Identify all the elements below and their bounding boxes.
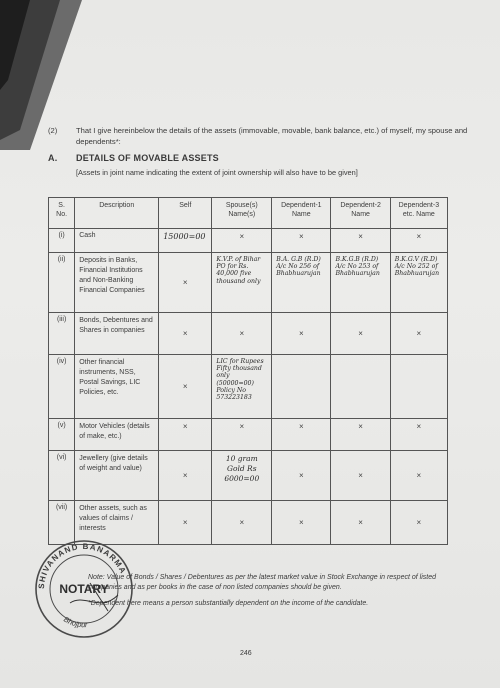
row-dependent-2: × [331, 451, 390, 501]
table-row [49, 313, 448, 355]
intro-number: (2) [48, 126, 58, 135]
row-dependent-3: × [390, 313, 447, 355]
movable-assets-table [48, 197, 448, 545]
row-dependent-2: × [331, 229, 390, 253]
row-sno: (vi) [49, 451, 75, 501]
stamp-top-text: SHIVANAND BANARMA [36, 541, 128, 590]
section-title: DETAILS OF MOVABLE ASSETS [76, 153, 219, 163]
row-self: × [159, 313, 212, 355]
row-dependent-1: × [272, 451, 331, 501]
header-dependent-1: Dependent-1 Name [272, 198, 331, 229]
table-row [49, 229, 448, 253]
table-row [49, 451, 448, 501]
row-dependent-2 [331, 355, 390, 419]
header-description: Description [75, 198, 159, 229]
row-spouse: × [212, 313, 272, 355]
page-corner-shadow [0, 0, 82, 150]
row-self: 15000=00 [159, 229, 212, 253]
intro-text: That I give hereinbelow the details of the assets (immovable, movable, bank balance, etc.) of myself, my spouse and dependents*: [76, 126, 468, 146]
row-dependent-1: B.A. G.B (R.D) A/c No 256 of Bhabhuarujan [272, 253, 331, 313]
row-self: × [159, 253, 212, 313]
table-row [49, 355, 448, 419]
row-description: Cash [75, 229, 159, 253]
row-description: Bonds, Debentures and Shares in companies [75, 313, 159, 355]
row-sno: (i) [49, 229, 75, 253]
row-dependent-2: × [331, 419, 390, 451]
row-self: × [159, 451, 212, 501]
row-dependent-1: × [272, 313, 331, 355]
table-row [49, 419, 448, 451]
row-sno: (iii) [49, 313, 75, 355]
notary-stamp [30, 533, 138, 641]
row-spouse: × [212, 419, 272, 451]
svg-text:Bhojpur [62, 615, 88, 630]
row-description: Other financial instruments, NSS, Postal Savings, LIC Policies, etc. [75, 355, 159, 419]
section-letter: A. [48, 153, 58, 163]
footnote-note: Note: Value of Bonds / Shares / Debentures as per the latest market value in Stock Exchange in respect of listed companies and as per books in the case of non listed companies should be given. [88, 574, 436, 591]
row-sno: (v) [49, 419, 75, 451]
header-dependent-2: Dependent-2 Name [331, 198, 390, 229]
row-dependent-2: × [331, 501, 390, 545]
row-dependent-1 [272, 355, 331, 419]
row-self: × [159, 355, 212, 419]
table-header-row [49, 198, 448, 229]
table-row [49, 253, 448, 313]
stamp-bottom-text: Bhojpur [62, 614, 88, 630]
row-self: × [159, 419, 212, 451]
row-dependent-1: × [272, 229, 331, 253]
row-dependent-3: × [390, 451, 447, 501]
footnote-dependent: *Dependent here means a person substantially dependent on the income of the candidate. [88, 600, 369, 607]
row-description: Jewellery (give details of weight and value) [75, 451, 159, 501]
row-spouse: × [212, 229, 272, 253]
row-description: Deposits in Banks, Financial Institutions and Non-Banking Financial Companies [75, 253, 159, 313]
row-spouse: × [212, 501, 272, 545]
row-spouse: K.V.P. of Bihar PO for Rs. 40,000 five thousand only [212, 253, 272, 313]
section-note: [Assets in joint name indicating the extent of joint ownership will also have to be given] [76, 168, 358, 177]
header-self: Self [159, 198, 212, 229]
header-sno: S. No. [49, 198, 75, 229]
row-dependent-3: B.K.G.V (R.D) A/c No 252 of Bhabhuarujan [390, 253, 447, 313]
row-self: × [159, 501, 212, 545]
header-dependent-3: Dependent-3 etc. Name [390, 198, 447, 229]
row-spouse: 10 gram Gold Rs 6000=00 [212, 451, 272, 501]
page-number: 246 [240, 650, 252, 657]
row-dependent-3: × [390, 229, 447, 253]
stamp-center-text: NOTARY [59, 582, 109, 596]
row-dependent-3: × [390, 419, 447, 451]
row-description: Other assets, such as values of claims / interests [75, 501, 159, 545]
row-dependent-1: × [272, 501, 331, 545]
row-dependent-2: × [331, 313, 390, 355]
row-spouse: LIC for Rupees Fifty thousand only (50000=00) Policy No 573223183 [212, 355, 272, 419]
row-dependent-3 [390, 355, 447, 419]
row-sno: (vii) [49, 501, 75, 545]
row-description: Motor Vehicles (details of make, etc.) [75, 419, 159, 451]
row-sno: (ii) [49, 253, 75, 313]
row-dependent-1: × [272, 419, 331, 451]
row-dependent-2: B.K.G.B (R.D) A/c No 253 of Bhabhuarujan [331, 253, 390, 313]
row-dependent-3: × [390, 501, 447, 545]
row-sno: (iv) [49, 355, 75, 419]
header-spouse: Spouse(s) Name(s) [212, 198, 272, 229]
